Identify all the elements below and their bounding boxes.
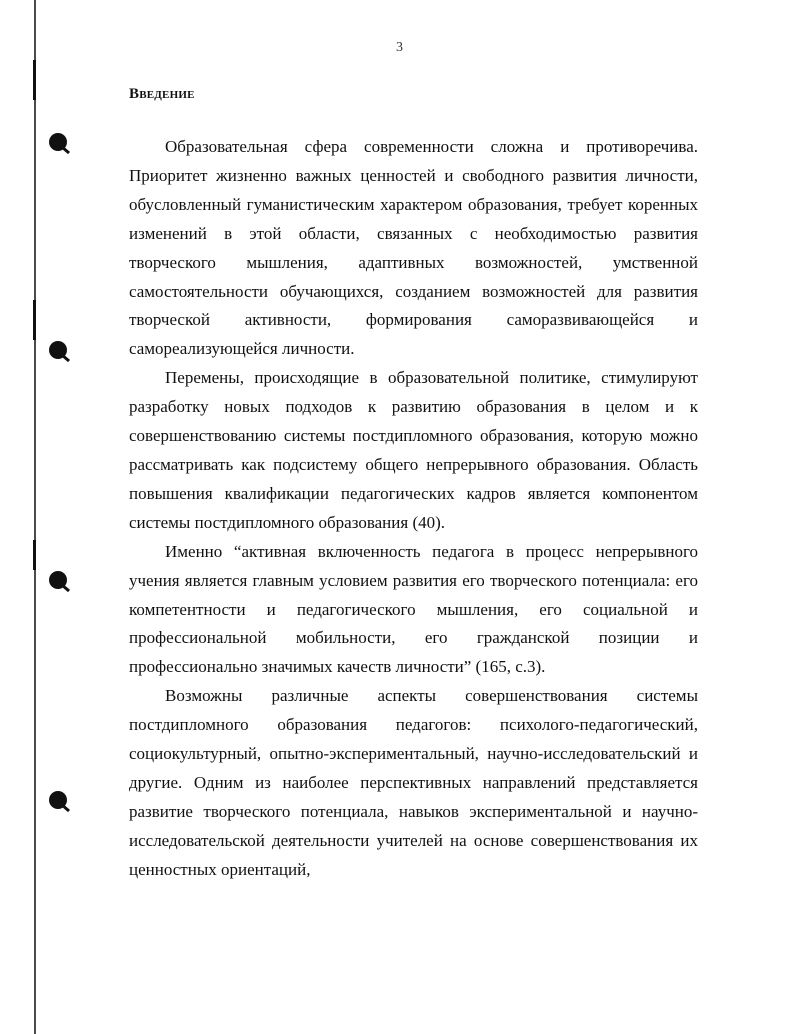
hole-punch-icon [48, 340, 70, 362]
paragraph: Образовательная сфера современности сложна и противоречива. Приоритет жизненно важных ценностей и свободного развития личности, обусловленный гуманистическим характером образования, требует коренных изменений в этой области, связанных с необходимостью развития творческого мышления, адаптивных возможностей, умственной самостоятельности обучающихся, созданием возможностей для развития творческой активности, формирования саморазвивающейся и самореализующейся личности. [129, 137, 698, 359]
hole-punch-icon [48, 570, 70, 592]
hole-punch-icon [48, 790, 70, 812]
paragraph: Возможны различные аспекты совершенствования системы постдипломного образования педагогов: психолого-педагогический, социокультурный, опытно-экспериментальный, научно-исследовательский и другие. Одним из наиболее перспективных направлений представляется развитие творческого потенциала, навыков экспериментальной и научно-исследовательской деятельности учителей на основе совершенствования их ценностных ориентаций, [129, 686, 698, 879]
body-text [129, 133, 698, 885]
binding-edge-mark [33, 300, 36, 340]
section-heading: Введение [129, 86, 195, 102]
hole-punch-icon [48, 132, 70, 154]
binding-edge-mark [33, 60, 36, 100]
binding-edge-mark [33, 540, 36, 570]
paragraph: Именно “активная включенность педагога в процесс непрерывного учения является главным условием развития его творческого потенциала: его компетентности и педагогического мышления, его социальной и профессиональной мобильности, его гражданской позиции и профессионально значимых качеств личности” (165, с.3). [129, 541, 698, 677]
page-number: 3 [396, 40, 403, 55]
binding-edge-line [34, 0, 36, 1034]
paragraph: Перемены, происходящие в образовательной политике, стимулируют разработку новых подходов к развитию образования в целом и к совершенствованию системы постдипломного образования, которую можно рассматривать как подсистему общего непрерывного образования. Область повышения квалификации педагогических кадров является компонентом системы постдипломного образования (40). [129, 368, 698, 532]
